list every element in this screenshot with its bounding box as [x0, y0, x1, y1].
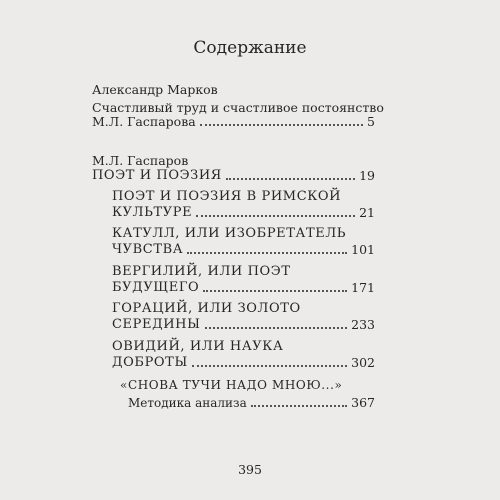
subentry-line2: СЕРЕДИНЫ	[112, 317, 201, 332]
toc-subentry-virgil	[112, 280, 375, 295]
dot-leader	[251, 405, 347, 407]
page-ref: 21	[359, 205, 375, 220]
section1-title-line2: М.Л. Гаспарова	[92, 114, 196, 129]
subentry-line1: ОВИДИЙ, ИЛИ НАУКА	[112, 339, 284, 354]
section2-author: М.Л. Гаспаров	[92, 153, 189, 168]
subentry-line2: БУДУЩЕГО	[112, 280, 200, 295]
subentry-line2: КУЛЬТУРЕ	[112, 205, 193, 220]
subentry-line1: ВЕРГИЛИЙ, ИЛИ ПОЭТ	[112, 264, 291, 279]
page-ref: 302	[351, 355, 375, 370]
dot-leader	[226, 178, 355, 180]
subsub-entry-label: «СНОВА ТУЧИ НАДО МНОЮ...»	[120, 378, 343, 392]
toc-subentry-roman-culture	[112, 205, 375, 220]
page-ref: 171	[351, 280, 375, 295]
toc-entry-poet-and-poetry	[92, 168, 375, 183]
dot-leader	[187, 252, 347, 254]
dot-leader	[200, 124, 363, 126]
dot-leader	[192, 365, 347, 367]
toc-subentry-ovid	[112, 355, 375, 370]
subentry-line1: ПОЭТ И ПОЭЗИЯ В РИМСКОЙ	[112, 189, 342, 204]
dot-leader	[196, 215, 355, 217]
section1-title-line1: Счастливый труд и счастливое постоянство	[92, 100, 384, 115]
page-ref: 233	[351, 317, 375, 332]
page-ref: 5	[367, 114, 375, 129]
dot-leader	[205, 327, 348, 329]
page-ref: 101	[351, 242, 375, 257]
page-ref: 367	[351, 395, 375, 410]
toc-entry-section1	[92, 114, 375, 129]
subentry-line2: ДОБРОТЫ	[112, 355, 188, 370]
page-ref: 19	[359, 168, 375, 183]
dot-leader	[203, 290, 347, 292]
subsub-method-label: Методика анализа	[128, 396, 247, 410]
page-title: Содержание	[193, 38, 307, 58]
subentry-line1: ГОРАЦИЙ, ИЛИ ЗОЛОТО	[112, 301, 301, 316]
page-number: 395	[238, 462, 262, 477]
toc-subentry-horace	[112, 317, 375, 332]
toc-subsub-method	[128, 395, 375, 410]
entry-label: ПОЭТ И ПОЭЗИЯ	[92, 168, 222, 183]
subentry-line1: КАТУЛЛ, ИЛИ ИЗОБРЕТАТЕЛЬ	[112, 226, 347, 241]
subentry-line2: ЧУВСТВА	[112, 242, 184, 257]
toc-subentry-catullus	[112, 242, 375, 257]
section1-author: Александр Марков	[92, 82, 218, 97]
